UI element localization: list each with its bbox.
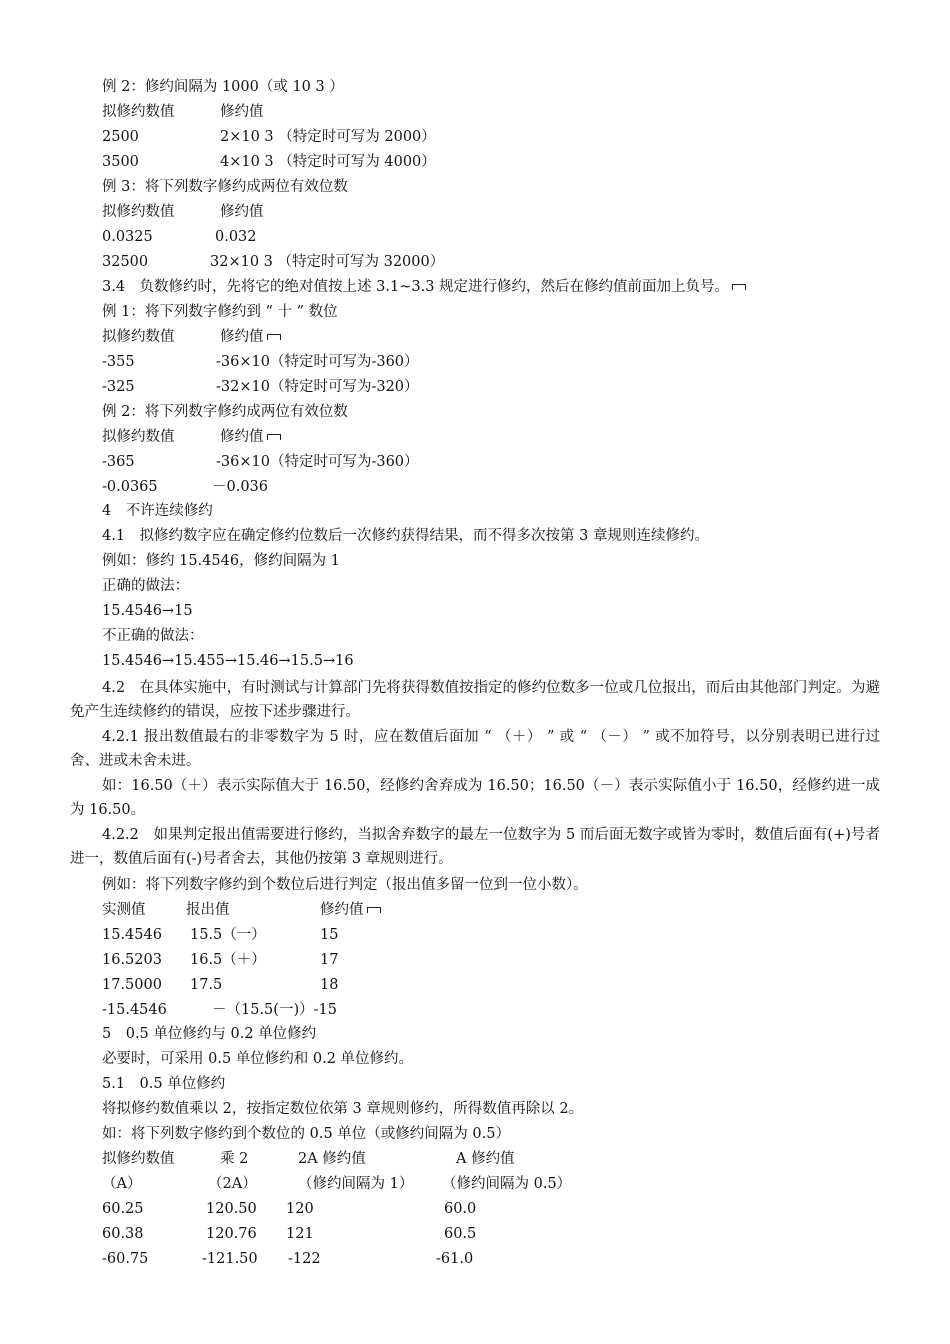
- cell: 4×10 3 （特定时可写为 4000）: [220, 154, 436, 170]
- section-4-1: 4.1 拟修约数字应在确定修约位数后一次修约获得结果，而不得多次按第 3 章规则连续修约。: [102, 528, 709, 544]
- col-header: 拟修约数值: [102, 329, 175, 345]
- col-header: 2A 修约值: [298, 1151, 366, 1167]
- cell: 120.76: [206, 1226, 257, 1242]
- table-row: [102, 102, 264, 122]
- col-header: （A）: [102, 1176, 142, 1192]
- col-header-text: 修约值: [220, 429, 264, 445]
- cell: 16.5203: [102, 952, 162, 968]
- cell: 121: [286, 1226, 314, 1242]
- cell: -365: [102, 454, 135, 470]
- cell: －（15.5(一)）-15: [212, 1002, 337, 1018]
- cell: 17.5000: [102, 977, 162, 993]
- col-header: [220, 327, 281, 347]
- cell: -355: [102, 354, 135, 370]
- col-header: 拟修约数值: [102, 1151, 175, 1167]
- section-3-4: [102, 277, 746, 297]
- table-row: [102, 352, 419, 372]
- cell: 0.0325: [102, 229, 153, 245]
- table-row: [102, 900, 364, 920]
- table-row: [102, 1000, 337, 1020]
- cell: 120.50: [206, 1201, 257, 1217]
- example-3-heading: 例 3：将下列数字修约成两位有效位数: [102, 179, 348, 195]
- example-paragraph: 如：16.50（＋）表示实际值大于 16.50，经修约舍弃成为 16.50；16.50（－）表示实际值小于 16.50，经修约进一成为 16.50。: [70, 778, 880, 818]
- col-header: [320, 900, 381, 920]
- cell: -60.75: [102, 1251, 149, 1267]
- table-row: [102, 1249, 474, 1269]
- cell: 15: [320, 927, 339, 943]
- table-row: [102, 377, 419, 397]
- example-text: 例如：将下列数字修约到个数位后进行判定（报出值多留一位到一位小数）。: [102, 877, 588, 893]
- table-row: [102, 975, 339, 995]
- col-header: 乘 2: [220, 1151, 249, 1167]
- cell: 16.5（＋）: [190, 952, 266, 968]
- paragraph-mark-icon: [732, 284, 746, 290]
- cell: -122: [288, 1251, 321, 1267]
- col-header: A 修约值: [456, 1151, 515, 1167]
- col-header: （修约间隔为 1）: [298, 1176, 414, 1192]
- cell: 3500: [102, 154, 139, 170]
- cell: 17.5: [190, 977, 223, 993]
- paragraph-mark-icon: [367, 907, 381, 913]
- table-row: [102, 452, 419, 472]
- col-header: [220, 427, 281, 447]
- cell: 0.032: [215, 229, 257, 245]
- cell: 15.5（一）: [190, 927, 266, 943]
- col-header-text: 修约值: [320, 902, 364, 918]
- cell: 60.25: [102, 1201, 144, 1217]
- table-row: [102, 1199, 477, 1219]
- cell: 15.4546: [102, 927, 162, 943]
- paragraph: 将拟修约数值乘以 2，按指定数位依第 3 章规则修约，所得数值再除以 2。: [102, 1101, 584, 1117]
- cell: -32×10（特定时可写为-320）: [216, 379, 419, 395]
- section-4-2-2: 4.2.2 如果判定报出值需要进行修约，当拟舍弃数字的最左一位数字为 5 而后面无数字或皆为零时，数值后面有(+)号者进一，数值后面有(-)号者舍去，其他仍按第 3 章规则进行。: [70, 827, 880, 867]
- cell: -121.50: [202, 1251, 258, 1267]
- cell: 2500: [102, 129, 139, 145]
- col-header-text: 修约值: [220, 329, 264, 345]
- cell: 60.5: [444, 1226, 477, 1242]
- col-header: （2A）: [208, 1176, 257, 1192]
- section-5-1-heading: 5.1 0.5 单位修约: [102, 1076, 226, 1092]
- table-row: [102, 950, 339, 970]
- cell: 2×10 3 （特定时可写为 2000）: [220, 129, 436, 145]
- example-2b-heading: 例 2：将下列数字修约成两位有效位数: [102, 404, 348, 420]
- cell: -325: [102, 379, 135, 395]
- paragraph-mark-icon: [267, 334, 281, 340]
- table-row: [102, 202, 264, 222]
- table-row: [102, 127, 436, 147]
- example-2-heading: 例 2：修约间隔为 1000（或 10 3 ）: [102, 79, 344, 95]
- example-text: 如：将下列数字修约到个数位的 0.5 单位（或修约间隔为 0.5）: [102, 1126, 510, 1142]
- cell: 32×10 3 （特定时可写为 32000）: [210, 254, 445, 270]
- col-header: 拟修约数值: [102, 429, 175, 445]
- cell: 32500: [102, 254, 149, 270]
- table-row: [102, 477, 269, 497]
- table-row: [102, 925, 339, 945]
- incorrect-sequence: 15.4546→15.455→15.46→15.5→16: [102, 653, 354, 669]
- section-5-heading: 5 0.5 单位修约与 0.2 单位修约: [102, 1026, 317, 1042]
- col-header: 修约值: [220, 104, 264, 120]
- cell: －0.036: [212, 479, 269, 495]
- example-1-heading: 例 1：将下列数字修约到 “ 十 ” 数位: [102, 304, 338, 320]
- cell: -36×10（特定时可写为-360）: [216, 454, 419, 470]
- table-row: [102, 227, 257, 247]
- col-header: 报出值: [186, 902, 230, 918]
- paragraph: 必要时，可采用 0.5 单位修约和 0.2 单位修约。: [102, 1051, 414, 1067]
- table-row: [102, 1149, 515, 1169]
- table-row: [102, 252, 445, 272]
- table-row: [102, 427, 264, 447]
- example-text: 例如：修约 15.4546，修约间隔为 1: [102, 553, 340, 569]
- section-4-heading: 4 不许连续修约: [102, 503, 213, 519]
- cell: 60.38: [102, 1226, 144, 1242]
- table-row: [102, 1174, 572, 1194]
- incorrect-label: 不正确的做法：: [102, 628, 204, 644]
- col-header: 实测值: [102, 902, 146, 918]
- cell: -61.0: [436, 1251, 474, 1267]
- col-header: 拟修约数值: [102, 204, 175, 220]
- section-4-2: 4.2 在具体实施中，有时测试与计算部门先将获得数值按指定的修约位数多一位或几位报出，而后由其他部门判定。为避免产生连续修约的错误，应按下述步骤进行。: [70, 680, 880, 720]
- col-header: 拟修约数值: [102, 104, 175, 120]
- paragraph-text: 3.4 负数修约时，先将它的绝对值按上述 3.1~3.3 规定进行修约，然后在修约值前面加上负号。: [102, 279, 730, 295]
- col-header: 修约值: [220, 204, 264, 220]
- cell: -15.4546: [102, 1002, 167, 1018]
- cell: 17: [320, 952, 339, 968]
- cell: -36×10（特定时可写为-360）: [216, 354, 419, 370]
- cell: -0.0365: [102, 479, 158, 495]
- table-row: [102, 152, 436, 172]
- table-row: [102, 327, 264, 347]
- section-4-2-1: 4.2.1 报出数值最右的非零数字为 5 时，应在数值后面加 “ （＋） ” 或 “ （－） ” 或不加符号，以分别表明已进行过舍、进或未舍未进。: [70, 729, 880, 769]
- cell: 60.0: [444, 1201, 477, 1217]
- cell: 18: [320, 977, 339, 993]
- col-header: （修约间隔为 0.5）: [442, 1176, 572, 1192]
- table-row: [102, 1224, 477, 1244]
- correct-label: 正确的做法：: [102, 578, 189, 594]
- paragraph-mark-icon: [267, 434, 281, 440]
- cell: 120: [286, 1201, 314, 1217]
- correct-sequence: 15.4546→15: [102, 603, 193, 619]
